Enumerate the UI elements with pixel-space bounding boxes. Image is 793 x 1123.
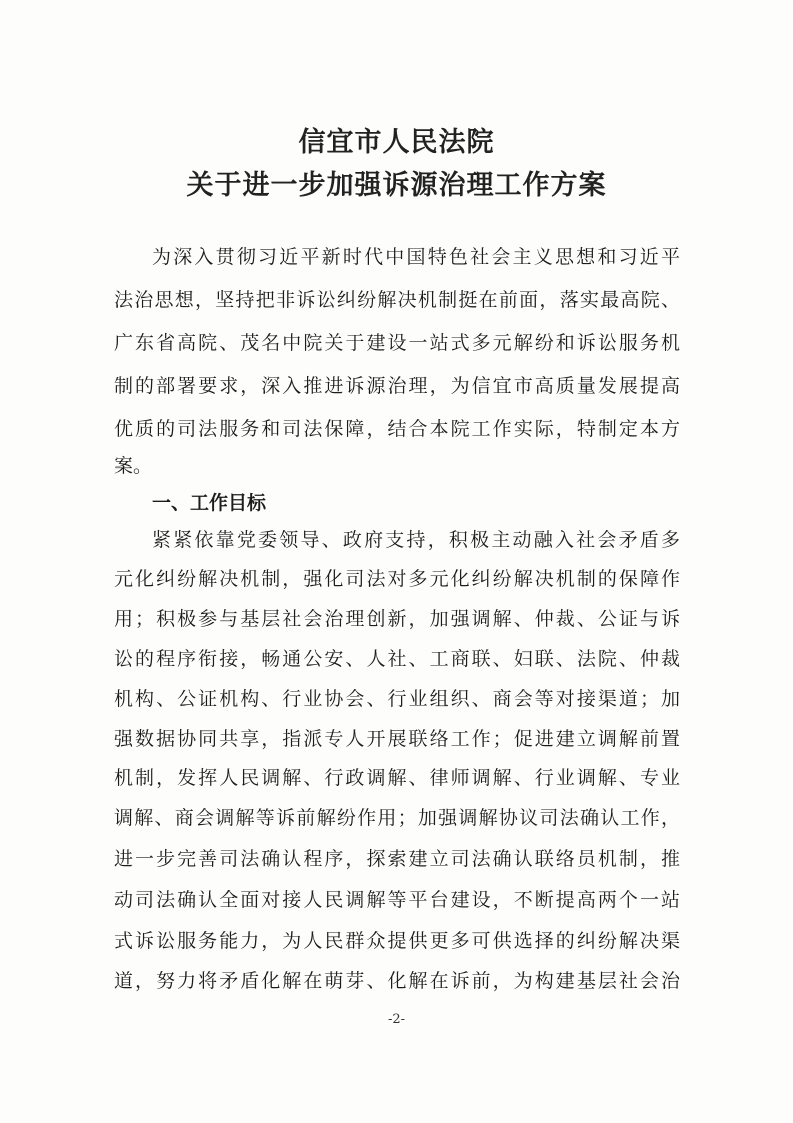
- section-line: 机构、公证机构、行业协会、行业组织、商会等对接渠道；加: [114, 688, 680, 710]
- intro-line: 广东省高院、茂名中院关于建设一站式多元解纷和诉讼服务机: [114, 332, 680, 354]
- intro-line: 优质的司法服务和司法保障，结合本院工作实际，特制定本方: [114, 418, 680, 440]
- section-line: 机制，发挥人民调解、行政调解、律师调解、行业调解、专业: [114, 767, 680, 789]
- section-line: 用；积极参与基层社会治理创新，加强调解、仲裁、公证与诉: [114, 608, 680, 630]
- intro-line: 法治思想，坚持把非诉讼纠纷解决机制挺在前面，落实最高院、: [114, 289, 680, 311]
- section-line: 道，努力将矛盾化解在萌芽、化解在诉前，为构建基层社会治: [114, 970, 680, 992]
- section-line: 强数据协同共享，指派专人开展联络工作；促进建立调解前置: [114, 728, 680, 750]
- section-line: 进一步完善司法确认程序，探索建立司法确认联络员机制，推: [114, 848, 680, 870]
- section-line: 调解、商会调解等诉前解纷作用；加强调解协议司法确认工作，: [114, 807, 680, 829]
- document-title-line-2: 关于进一步加强诉源治理工作方案: [186, 170, 607, 201]
- page-number: -2-: [387, 1012, 406, 1027]
- section-line: 元化纠纷解决机制，强化司法对多元化纠纷解决机制的保障作: [114, 568, 680, 590]
- section-line: 讼的程序衔接，畅通公安、人社、工商联、妇联、法院、仲裁: [114, 648, 680, 670]
- intro-line: 制的部署要求，深入推进诉源治理，为信宜市高质量发展提高: [114, 375, 680, 397]
- section-line: 紧紧依靠党委领导、政府支持，积极主动融入社会矛盾多: [152, 529, 680, 551]
- document-title-line-1: 信宜市人民法院: [298, 127, 495, 158]
- section-line: 动司法确认全面对接人民调解等平台建设，不断提高两个一站: [114, 889, 680, 911]
- section-line: 式诉讼服务能力，为人民群众提供更多可供选择的纠纷解决渠: [114, 930, 680, 952]
- intro-line: 为深入贯彻习近平新时代中国特色社会主义思想和习近平: [152, 246, 680, 268]
- section-heading: 一、工作目标: [152, 492, 267, 514]
- intro-line: 案。: [114, 455, 153, 477]
